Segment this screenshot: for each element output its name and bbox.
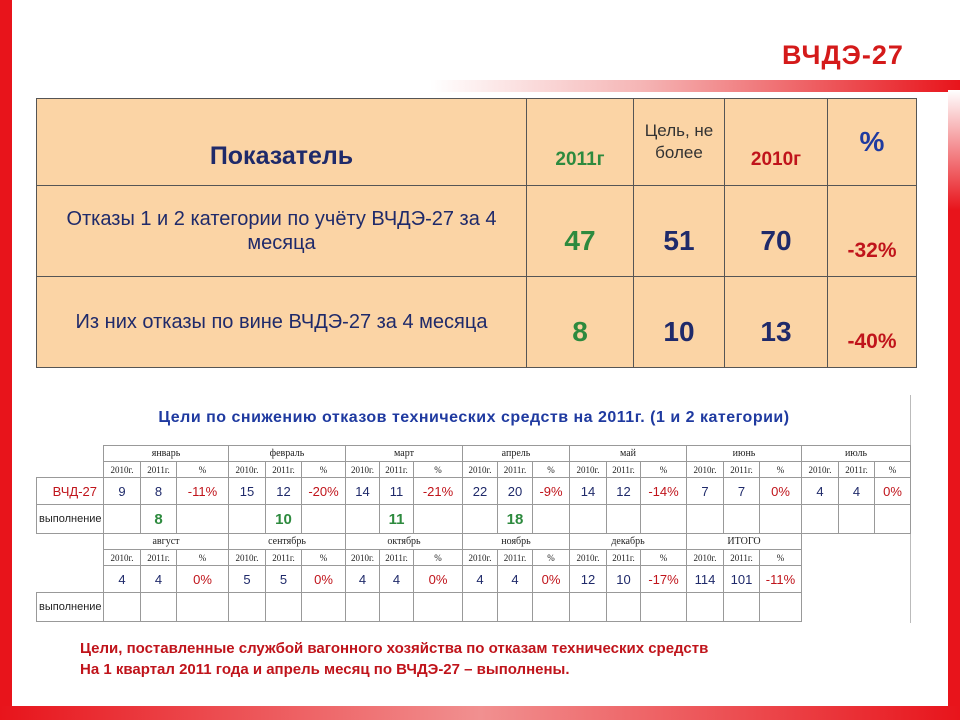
conclusion-line-1: Цели, поставленные службой вагонного хозяйства по отказам технических средств <box>80 640 709 657</box>
cell-pct: 0% <box>760 478 802 505</box>
subheader-pct: % <box>302 550 346 566</box>
subheader-2011: 2011г. <box>839 462 875 478</box>
value-goal: 51 <box>634 186 725 277</box>
cell-2011: 11 <box>380 478 414 505</box>
year-subheader-row <box>37 462 911 478</box>
indicators-row <box>37 186 917 277</box>
done-cell: 18 <box>498 505 533 534</box>
subheader-2010: 2010г. <box>229 462 266 478</box>
cell-2011: 4 <box>498 566 533 593</box>
value-2010: 70 <box>725 186 828 277</box>
indicators-table <box>36 98 917 368</box>
subheader-2011: 2011г. <box>266 550 302 566</box>
done-cell: 10 <box>266 505 302 534</box>
subheader-pct: % <box>414 462 463 478</box>
cell-pct: -20% <box>302 478 346 505</box>
subheader-2011: 2011г. <box>607 550 641 566</box>
value-2010: 13 <box>725 277 828 368</box>
subheader-pct: % <box>760 462 802 478</box>
conclusion-line-2: На 1 квартал 2011 года и апрель месяц по ВЧДЭ-27 – выполнены. <box>80 661 570 678</box>
done-cell: 8 <box>141 505 177 534</box>
cell-2010: 4 <box>104 566 141 593</box>
header-goal: Цель, не более <box>634 99 725 186</box>
cell-2010: 14 <box>346 478 380 505</box>
cell-pct: -14% <box>641 478 687 505</box>
cell-2011: 10 <box>607 566 641 593</box>
cell-2011: 12 <box>266 478 302 505</box>
value-goal: 10 <box>634 277 725 368</box>
monthly-goals-grid <box>36 445 911 622</box>
subheader-pct: % <box>641 462 687 478</box>
subheader-2011: 2011г. <box>607 462 641 478</box>
done-cell: 11 <box>380 505 414 534</box>
subheader-pct: % <box>533 462 570 478</box>
cell-2010: 9 <box>104 478 141 505</box>
done-row <box>37 505 911 534</box>
subheader-2010: 2010г. <box>570 462 607 478</box>
cell-2011: 5 <box>266 566 302 593</box>
cell-2011: 12 <box>607 478 641 505</box>
cell-2011: 8 <box>141 478 177 505</box>
header-2011: 2011г <box>527 99 634 186</box>
vchd-row <box>37 566 911 593</box>
header-indicator: Показатель <box>37 99 527 186</box>
header-2010: 2010г <box>725 99 828 186</box>
subheader-pct: % <box>302 462 346 478</box>
done-cell <box>839 505 875 534</box>
subheader-2011: 2011г. <box>141 550 177 566</box>
subheader-2010: 2010г. <box>229 550 266 566</box>
cell-2010: 7 <box>687 478 724 505</box>
months-row <box>37 446 911 462</box>
subheader-2011: 2011г. <box>266 462 302 478</box>
header-percent: % <box>828 99 917 186</box>
months-row <box>37 534 911 550</box>
cell-pct: -11% <box>177 478 229 505</box>
cell-2010: 5 <box>229 566 266 593</box>
cell-pct: 0% <box>414 566 463 593</box>
top-gradient-stripe <box>430 80 960 92</box>
subheader-pct: % <box>760 550 802 566</box>
cell-pct: 0% <box>302 566 346 593</box>
subheader-pct: % <box>641 550 687 566</box>
cell-2011: 7 <box>724 478 760 505</box>
subheader-2011: 2011г. <box>141 462 177 478</box>
subheader-2010: 2010г. <box>687 550 724 566</box>
month-label: март <box>346 446 463 462</box>
month-label: февраль <box>229 446 346 462</box>
subheader-2010: 2010г. <box>570 550 607 566</box>
subheader-2010: 2010г. <box>346 550 380 566</box>
conclusion-text <box>80 638 708 680</box>
done-row <box>37 593 911 622</box>
subheader-2011: 2011г. <box>498 462 533 478</box>
cell-pct: 0% <box>177 566 229 593</box>
cell-2010: 15 <box>229 478 266 505</box>
subheader-pct: % <box>533 550 570 566</box>
cell-2010: 22 <box>463 478 498 505</box>
subheader-2010: 2010г. <box>104 550 141 566</box>
row-label: Из них отказы по вине ВЧДЭ-27 за 4 месяца <box>37 277 527 368</box>
month-label: октябрь <box>346 534 463 550</box>
cell-2011: 20 <box>498 478 533 505</box>
subheader-2010: 2010г. <box>463 550 498 566</box>
done-cell <box>607 505 641 534</box>
subheader-2010: 2010г. <box>802 462 839 478</box>
cell-pct: -9% <box>533 478 570 505</box>
bottom-red-bar <box>0 706 960 720</box>
done-cell <box>724 505 760 534</box>
value-2011: 8 <box>527 277 634 368</box>
month-label: июль <box>802 446 911 462</box>
indicators-header-row <box>37 99 917 186</box>
value-percent: -40% <box>828 277 917 368</box>
value-2011: 47 <box>527 186 634 277</box>
cell-pct: -17% <box>641 566 687 593</box>
cell-2010: 114 <box>687 566 724 593</box>
cell-2010: 4 <box>802 478 839 505</box>
month-label: июнь <box>687 446 802 462</box>
vchd-row-label: ВЧД-27 <box>37 478 104 505</box>
year-subheader-row <box>37 550 911 566</box>
cell-pct: 0% <box>533 566 570 593</box>
cell-2010: 4 <box>463 566 498 593</box>
subheader-2011: 2011г. <box>498 550 533 566</box>
subheader-pct: % <box>177 462 229 478</box>
goals-panel-title: Цели по снижению отказов технических средств на 2011г. (1 и 2 категории) <box>158 409 790 426</box>
subheader-2010: 2010г. <box>687 462 724 478</box>
cell-2010: 4 <box>346 566 380 593</box>
indicators-row <box>37 277 917 368</box>
cell-pct: 0% <box>875 478 911 505</box>
subheader-2010: 2010г. <box>104 462 141 478</box>
month-label: август <box>104 534 229 550</box>
cell-pct: -11% <box>760 566 802 593</box>
cell-2011: 4 <box>839 478 875 505</box>
cell-2010: 14 <box>570 478 607 505</box>
month-label: ноябрь <box>463 534 570 550</box>
subheader-2011: 2011г. <box>380 462 414 478</box>
goals-panel <box>36 392 912 624</box>
done-row-label: выполнение <box>37 505 104 534</box>
month-label: май <box>570 446 687 462</box>
subheader-2010: 2010г. <box>346 462 380 478</box>
done-row-label: выполнение <box>37 593 104 622</box>
cell-2011: 101 <box>724 566 760 593</box>
subheader-2011: 2011г. <box>724 462 760 478</box>
subheader-pct: % <box>177 550 229 566</box>
cell-2010: 12 <box>570 566 607 593</box>
subheader-2010: 2010г. <box>463 462 498 478</box>
cell-pct: -21% <box>414 478 463 505</box>
left-red-bar <box>0 0 12 720</box>
value-percent: -32% <box>828 186 917 277</box>
cell-2011: 4 <box>380 566 414 593</box>
subheader-2011: 2011г. <box>724 550 760 566</box>
row-label: Отказы 1 и 2 категории по учёту ВЧДЭ-27 за 4 месяца <box>37 186 527 277</box>
month-label: январь <box>104 446 229 462</box>
month-label: сентябрь <box>229 534 346 550</box>
month-label: декабрь <box>570 534 687 550</box>
vchd-row <box>37 478 911 505</box>
right-red-bar <box>948 90 960 720</box>
subheader-pct: % <box>414 550 463 566</box>
subheader-2011: 2011г. <box>380 550 414 566</box>
slide-title: ВЧДЭ-27 <box>782 40 904 70</box>
month-label: ИТОГО <box>687 534 802 550</box>
cell-2011: 4 <box>141 566 177 593</box>
subheader-pct: % <box>875 462 911 478</box>
month-label: апрель <box>463 446 570 462</box>
